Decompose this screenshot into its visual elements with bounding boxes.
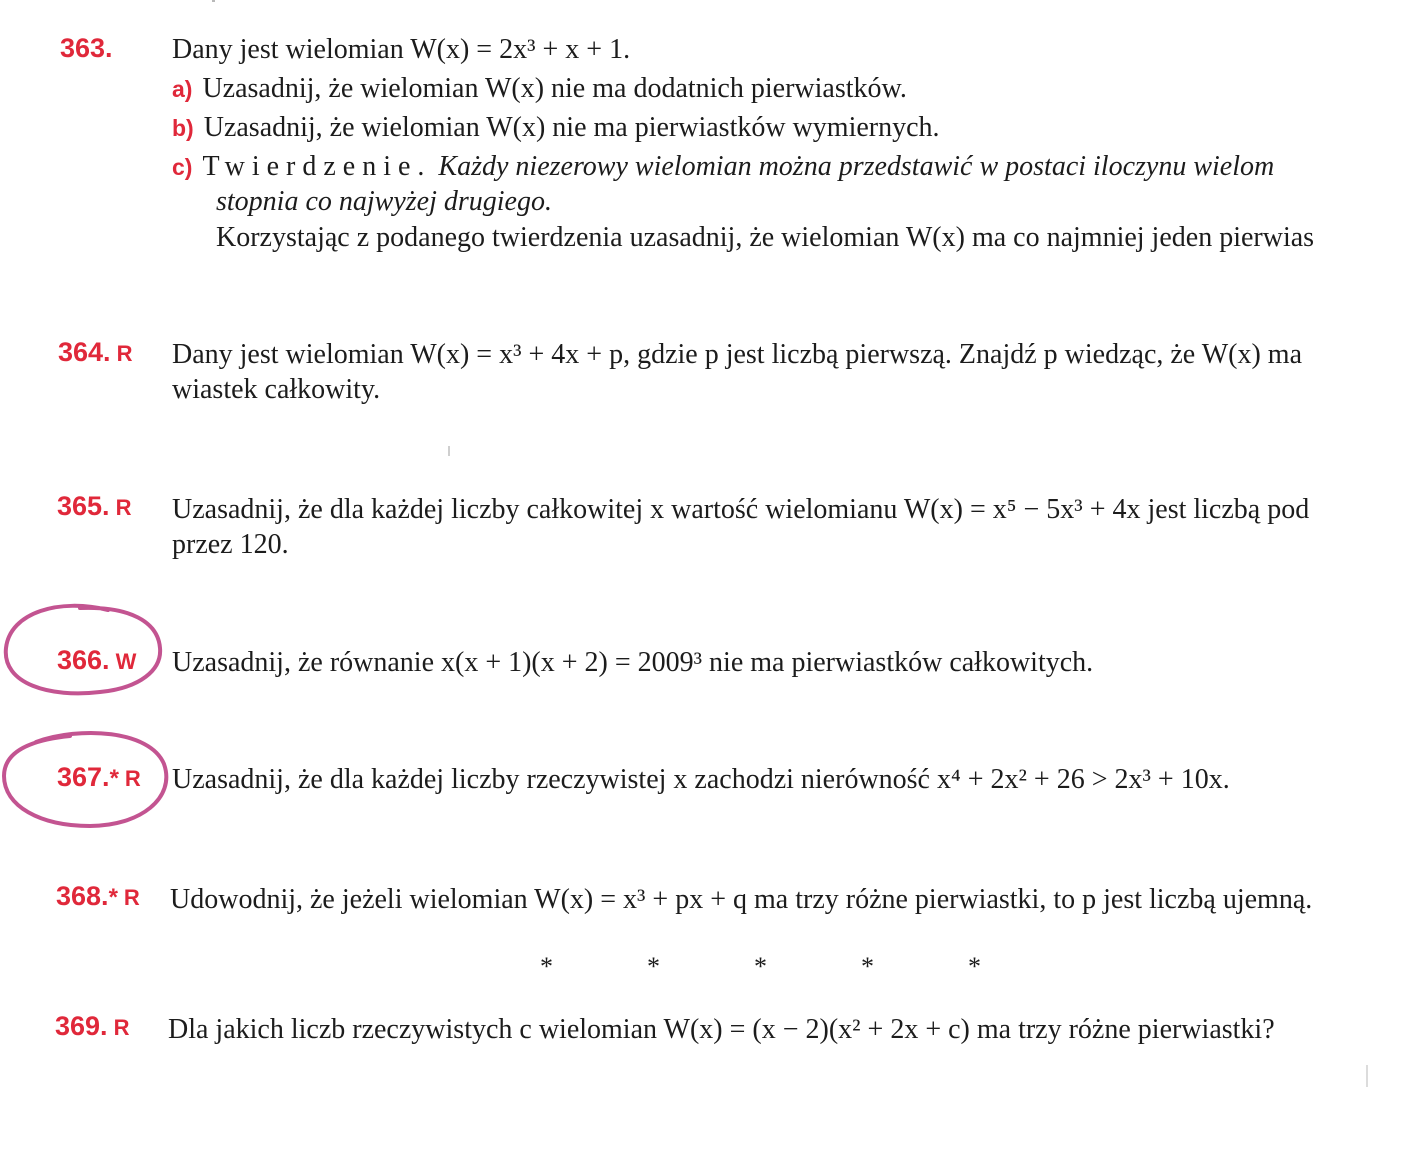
level-tag: R bbox=[116, 341, 133, 366]
separator-star: * bbox=[540, 952, 553, 981]
problem-363-part-c-task: Korzystając z podanego twierdzenia uzasadnij, że wielomian W(x) ma co najmniej jeden pierwias bbox=[216, 222, 1315, 253]
problem-number-368 bbox=[56, 881, 140, 912]
problem-number-text: 365. bbox=[57, 491, 110, 521]
level-tag: W bbox=[115, 649, 137, 674]
problem-number-365 bbox=[57, 491, 131, 522]
problem-number-text: 367. bbox=[57, 762, 110, 792]
problem-363-intro: Dany jest wielomian W(x) = 2x³ + x + 1. bbox=[172, 34, 631, 65]
problem-367-line-1: Uzasadnij, że dla każdej liczby rzeczywistej x zachodzi nierówność x⁴ + 2x² + 26 > 2x³ + 10x. bbox=[172, 764, 1230, 795]
problem-number-366 bbox=[57, 645, 136, 676]
scan-speck bbox=[1366, 1065, 1368, 1087]
problem-364-line-1: Dany jest wielomian W(x) = x³ + 4x + p, gdzie p jest liczbą pierwszą. Znajdź p wiedząc, że W(x) ma bbox=[172, 339, 1303, 370]
part-b-text: Uzasadnij, że wielomian W(x) nie ma pierwiastków wymiernych. bbox=[203, 112, 940, 143]
problem-number-text: 369. bbox=[55, 1011, 108, 1041]
part-label-a: a) bbox=[172, 76, 193, 102]
separator-star: * bbox=[647, 952, 660, 981]
theorem-continuation: stopnia co najwyżej drugiego. bbox=[216, 186, 552, 217]
separator-star: * bbox=[968, 952, 981, 981]
level-tag: R bbox=[113, 1015, 130, 1040]
problem-number-369 bbox=[55, 1011, 129, 1042]
problem-number-text: 364. bbox=[58, 337, 111, 367]
problem-number-text: 366. bbox=[57, 645, 110, 675]
problem-369-line-1: Dla jakich liczb rzeczywistych c wielomian W(x) = (x − 2)(x² + 2x + c) ma trzy różne pierwiastki? bbox=[168, 1014, 1275, 1045]
problem-number-367 bbox=[57, 762, 141, 793]
theorem-text: Każdy niezerowy wielomian można przedstawić w postaci iloczynu wielom bbox=[438, 151, 1275, 182]
problem-363-part-c bbox=[172, 151, 1274, 183]
problem-364-line-2: wiastek całkowity. bbox=[172, 374, 381, 405]
problem-number-text: 368. bbox=[56, 881, 109, 911]
part-label-b: b) bbox=[172, 115, 194, 141]
level-tag: R bbox=[123, 885, 140, 910]
separator-star: * bbox=[861, 952, 874, 981]
level-tag: R bbox=[115, 495, 132, 520]
difficulty-star: * bbox=[109, 765, 119, 792]
problem-363-part-a bbox=[172, 73, 907, 105]
problem-number-text: 363. bbox=[60, 33, 113, 63]
scan-speck bbox=[448, 446, 450, 456]
problem-365-line-1: Uzasadnij, że dla każdej liczby całkowitej x wartość wielomianu W(x) = x⁵ − 5x³ + 4x jest liczbą pod bbox=[172, 494, 1310, 525]
theorem-word: Twierdzenie. bbox=[202, 151, 432, 182]
level-tag: R bbox=[124, 766, 141, 791]
problem-366-line-1: Uzasadnij, że równanie x(x + 1)(x + 2) = 2009³ nie ma pierwiastków całkowitych. bbox=[172, 647, 1094, 678]
part-label-c: c) bbox=[172, 154, 193, 180]
section-separator bbox=[540, 952, 1075, 982]
part-a-text: Uzasadnij, że wielomian W(x) nie ma dodatnich pierwiastków. bbox=[202, 73, 907, 104]
difficulty-star: * bbox=[108, 884, 118, 911]
problem-number-363 bbox=[60, 33, 113, 64]
problem-365-line-2: przez 120. bbox=[172, 529, 289, 560]
problem-368-line-1: Udowodnij, że jeżeli wielomian W(x) = x³ + px + q ma trzy różne pierwiastki, to p jest liczbą ujemną. bbox=[170, 884, 1313, 915]
problem-number-364 bbox=[58, 337, 132, 368]
problem-363-part-b bbox=[172, 112, 940, 144]
scan-speck bbox=[212, 0, 215, 2]
separator-star: * bbox=[754, 952, 767, 981]
